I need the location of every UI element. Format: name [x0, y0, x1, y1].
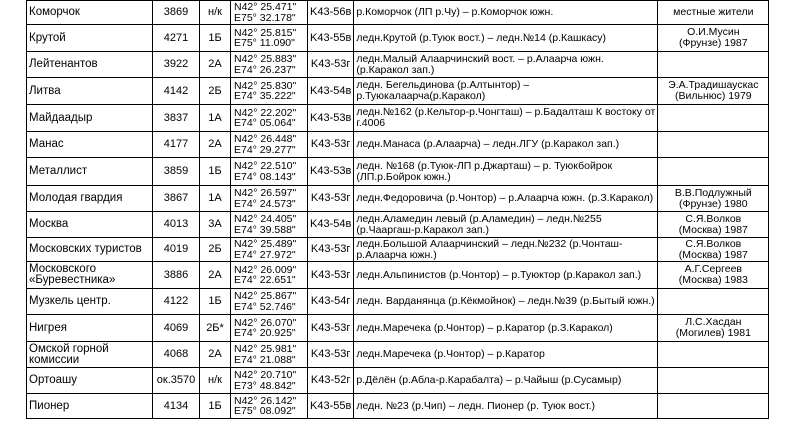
coordinates: [231, 368, 308, 394]
map-sheet: K43-53в: [308, 158, 354, 186]
first-ascent: [658, 1, 769, 25]
coordinates: [231, 186, 308, 212]
route-description: ледн.Маречека (р.Чонтор) – р.Каратор (р.З.Каракол): [354, 315, 658, 342]
coordinates: [231, 1, 308, 25]
peak-height: 4068: [153, 342, 200, 368]
latitude: N42° 26.070": [234, 316, 297, 329]
difficulty-grade: 1Б: [200, 394, 231, 419]
map-sheet: K43-53г: [308, 238, 354, 262]
map-sheet: K43-53г: [308, 132, 354, 158]
peak-height: 4122: [153, 289, 200, 315]
ascent-origin-year: (Фрунзе) 1987: [679, 37, 748, 49]
coordinates: [231, 262, 308, 289]
longitude: E74° 21.088": [234, 353, 296, 366]
peak-height: 3859: [153, 158, 200, 186]
table-row: [27, 78, 769, 105]
ascent-origin-year: (Москва) 1983: [678, 274, 748, 286]
peak-height: 3922: [153, 52, 200, 78]
peaks-table: [26, 0, 769, 419]
difficulty-grade: 2А: [200, 132, 231, 158]
table-row: [27, 315, 769, 342]
longitude: E74° 08.143": [234, 170, 296, 183]
ascent-author: С.Я.Волков: [685, 212, 742, 225]
ascent-author: В.В.Подлужный: [674, 186, 752, 199]
route-description: ледн.Маречека (р.Чонтор) – р.Каратор: [354, 342, 658, 368]
ascent-author: С.Я.Волков: [685, 237, 742, 250]
first-ascent: [658, 394, 769, 419]
table-row: [27, 52, 769, 78]
peak-name: Ортоашу: [27, 368, 153, 394]
difficulty-grade: 1Б: [200, 25, 231, 52]
peak-height: 3886: [153, 262, 200, 289]
latitude: N42° 25.867": [234, 290, 297, 302]
ascent-origin-year: (Москва) 1987: [678, 223, 748, 236]
table-row: [27, 105, 769, 132]
coordinates: [231, 78, 308, 105]
peak-name: Коморчок: [27, 1, 153, 25]
peak-name: Москва: [27, 212, 153, 238]
latitude: N42° 25.471": [234, 1, 297, 13]
coordinates: [231, 158, 308, 186]
peak-height: 3869: [153, 1, 200, 25]
longitude: E74° 39.588": [234, 223, 296, 236]
ascent-origin-year: (Могилев) 1981: [675, 327, 751, 339]
difficulty-grade: 1А: [200, 186, 231, 212]
ascent-author: Л.С.Хасдан: [685, 316, 742, 328]
difficulty-grade: н/к: [200, 1, 231, 25]
first-ascent: [658, 186, 769, 212]
coordinates: [231, 212, 308, 238]
ascent-author: О.И.Мусин: [687, 26, 740, 38]
peak-height: 4271: [153, 25, 200, 52]
peak-name: Манас: [27, 132, 153, 158]
longitude: E73° 48.842": [234, 379, 296, 392]
latitude: N42° 25.830": [234, 79, 297, 92]
first-ascent: [658, 238, 769, 262]
latitude: N42° 26.448": [234, 133, 297, 145]
latitude: N42° 26.009": [234, 263, 297, 276]
route-description: ледн.Малый Алаарчинский вост. – р.Алаарча южн. (р.Каракол зап.): [354, 52, 658, 78]
map-sheet: K43-53г: [308, 52, 354, 78]
table-row: [27, 289, 769, 315]
longitude: E75° 32.178": [234, 11, 296, 24]
peak-name: Пионер: [27, 394, 153, 419]
table-sheet: [26, 0, 769, 419]
table-row: [27, 158, 769, 186]
longitude: E74° 52.746": [234, 300, 296, 313]
peak-name: Майдаадыр: [27, 105, 153, 132]
peak-name: Омской горной комиссии: [27, 342, 153, 368]
peak-height: 4013: [153, 212, 200, 238]
first-ascent: [658, 52, 769, 78]
difficulty-grade: 2А: [200, 262, 231, 289]
peak-height: 3837: [153, 105, 200, 132]
peak-height: 3867: [153, 186, 200, 212]
longitude: E75° 11.090": [234, 37, 295, 49]
peak-name: Крутой: [27, 25, 153, 52]
table-row: [27, 368, 769, 394]
difficulty-grade: 2А: [200, 52, 231, 78]
peak-name: Нигрея: [27, 315, 153, 342]
table-row: [27, 394, 769, 419]
ascent-origin-year: (Вильнюс) 1979: [674, 90, 752, 102]
map-sheet: K43-52г: [308, 368, 354, 394]
table-row: [27, 1, 769, 25]
route-description: ледн. №23 (р.Чип) – ледн. Пионер (р. Туюк вост.): [354, 394, 658, 419]
peak-height: 4142: [153, 78, 200, 105]
latitude: N42° 25.883": [234, 53, 297, 65]
peak-height: 4019: [153, 238, 200, 262]
table-row: [27, 186, 769, 212]
map-sheet: K43-54г: [308, 289, 354, 315]
map-sheet: K43-53в: [308, 105, 354, 132]
map-sheet: K43-55в: [308, 25, 354, 52]
coordinates: [231, 52, 308, 78]
difficulty-grade: 2Б*: [200, 315, 231, 342]
longitude: E75° 08.092": [234, 405, 296, 417]
coordinates: [231, 394, 308, 419]
route-description: ледн. №168 (р.Туюк-ЛП р.Джарташ) – р. Туюкбойрок (ЛП.р.Бойрок южн.): [354, 158, 658, 186]
first-ascent: [658, 105, 769, 132]
latitude: N42° 22.202": [234, 106, 297, 119]
table-row: [27, 25, 769, 52]
first-ascent: [658, 25, 769, 52]
longitude: E74° 22.651": [234, 274, 296, 286]
first-ascent: [658, 212, 769, 238]
longitude: E74° 29.277": [234, 143, 296, 156]
ascent-origin-year: (Фрунзе) 1980: [679, 197, 748, 210]
first-ascent: [658, 342, 769, 368]
ascent-author: А.Г.Сергеев: [684, 263, 743, 275]
difficulty-grade: 2Б: [200, 78, 231, 105]
peak-height: ок.3570: [153, 368, 200, 394]
route-description: р.Коморчок (ЛП р.Чу) – р.Коморчок южн.: [354, 1, 658, 25]
latitude: N42° 26.597": [234, 187, 297, 199]
coordinates: [231, 132, 308, 158]
difficulty-grade: 2Б: [200, 238, 231, 262]
coordinates: [231, 105, 308, 132]
coordinates: [231, 25, 308, 52]
latitude: N42° 25.981": [234, 343, 297, 355]
coordinates: [231, 342, 308, 368]
first-ascent: [658, 262, 769, 289]
route-description: ледн.Аламедин левый (р.Аламедин) – ледн.№255 (р.Чааргаш-р.Каракол зап.): [354, 212, 658, 238]
peak-name: Литва: [27, 78, 153, 105]
peak-height: 4069: [153, 315, 200, 342]
latitude: N42° 25.489": [234, 238, 297, 250]
route-description: ледн.Крутой (р.Туюк вост.) – ледн.№14 (р.Кашкасу): [354, 25, 658, 52]
latitude: N42° 26.142": [234, 394, 297, 407]
peak-height: 4177: [153, 132, 200, 158]
longitude: E74° 24.573": [234, 197, 296, 210]
map-sheet: K43-53г: [308, 342, 354, 368]
first-ascent: [658, 158, 769, 186]
longitude: E74° 27.972": [234, 248, 296, 261]
ascent-origin-year: (Москва) 1987: [678, 248, 748, 261]
route-description: ледн. Варданянца (р.Кёкмойнок) – ледн.№39 (р.Бытый южн.): [354, 289, 658, 315]
map-sheet: K43-53г: [308, 315, 354, 342]
first-ascent: [658, 368, 769, 394]
map-sheet: K43-54в: [308, 212, 354, 238]
map-sheet: K43-53г: [308, 262, 354, 289]
table-row: [27, 262, 769, 289]
route-description: ледн.Манаса (р.Алаарча) – ледн.ЛГУ (р.Каракол зап.): [354, 132, 658, 158]
route-description: ледн.Федоровича (р.Чонтор) – р.Алаарча южн. (р.З.Каракол): [354, 186, 658, 212]
table-row: [27, 132, 769, 158]
difficulty-grade: 2А: [200, 342, 231, 368]
route-description: ледн. Бегельдинова (р.Алтынтор) – р.Туюкалаарча(р.Каракол): [354, 78, 658, 105]
peak-name: Лейтенантов: [27, 52, 153, 78]
table-row: [27, 238, 769, 262]
longitude: E74° 26.237": [234, 63, 296, 76]
peak-name: Металлист: [27, 158, 153, 186]
latitude: N42° 22.510": [234, 160, 297, 172]
difficulty-grade: 1А: [200, 105, 231, 132]
map-sheet: K43-53г: [308, 186, 354, 212]
table-row: [27, 212, 769, 238]
difficulty-grade: 1Б: [200, 158, 231, 186]
ascent-author: Э.А.Традишаускас: [668, 79, 759, 91]
route-description: ледн.Альпинистов (р.Чонтор) – р.Туюктор (р.Каракол зап.): [354, 262, 658, 289]
table-body: [27, 1, 769, 419]
coordinates: [231, 289, 308, 315]
map-sheet: K43-55в: [308, 394, 354, 419]
difficulty-grade: 3А: [200, 212, 231, 238]
first-ascent: [658, 78, 769, 105]
first-ascent: [658, 289, 769, 315]
peak-name: Московского «Буревестника»: [27, 262, 153, 289]
first-ascent: [658, 132, 769, 158]
peak-height: 4134: [153, 394, 200, 419]
longitude: E74° 05.064": [234, 117, 296, 129]
latitude: N42° 24.405": [234, 213, 297, 225]
difficulty-grade: 1Б: [200, 289, 231, 315]
peak-name: Молодая гвардия: [27, 186, 153, 212]
ascent-author: местные жители: [673, 6, 754, 18]
longitude: E74° 35.222": [234, 90, 296, 102]
difficulty-grade: н/к: [200, 368, 231, 394]
latitude: N42° 20.710": [234, 369, 297, 381]
longitude: E74° 20.925": [234, 327, 296, 339]
coordinates: [231, 315, 308, 342]
table-row: [27, 342, 769, 368]
map-sheet: K43-56в: [308, 1, 354, 25]
route-description: ледн.Большой Алаарчинский – ледн.№232 (р.Чонташ- р.Алаарча южн.): [354, 238, 658, 262]
coordinates: [231, 238, 308, 262]
peak-name: Музкель центр.: [27, 289, 153, 315]
route-description: р.Дёлён (р.Абла-р.Карабалта) – р.Чайыш (р.Сусамыр): [354, 368, 658, 394]
peak-name: Московских туристов: [27, 238, 153, 262]
first-ascent: [658, 315, 769, 342]
route-description: ледн.№162 (р.Кельтор-р.Чонгташ) – р.Бадалташ К востоку от г.4006: [354, 105, 658, 132]
map-sheet: K43-54в: [308, 78, 354, 105]
latitude: N42° 25.815": [234, 26, 297, 39]
